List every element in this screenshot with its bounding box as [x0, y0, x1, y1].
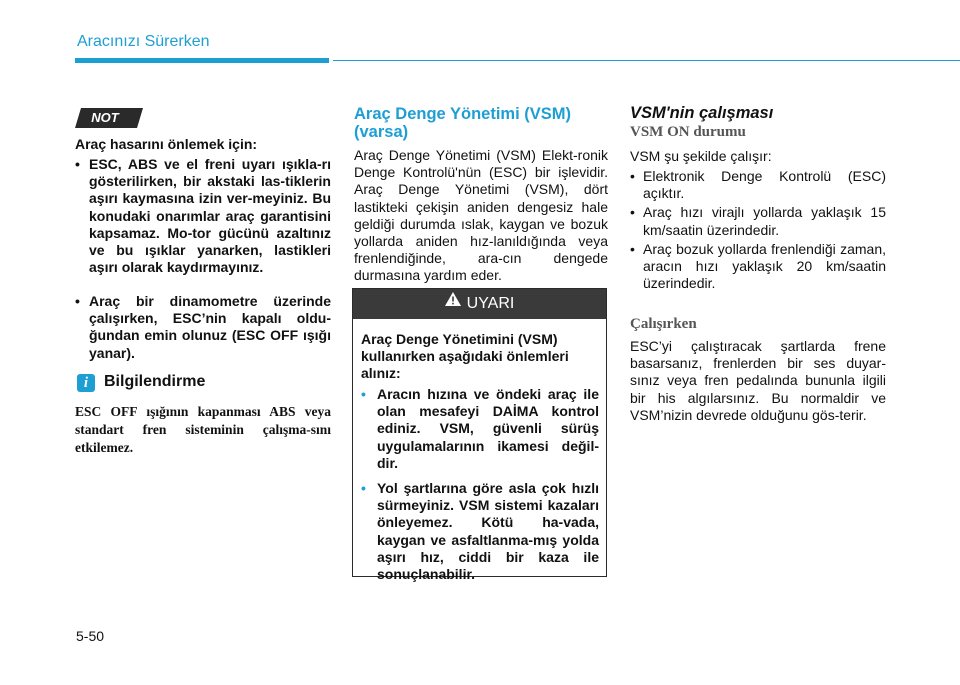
bullet-icon: •	[630, 168, 635, 184]
list-item: • Araç bir dinamometre üzerinde çalışırken, ESC’nin kapalı oldu-ğundan emin olunuz (ESC OFF ışığı yanar).	[75, 293, 331, 361]
note-badge-label: NOT	[91, 110, 119, 125]
warning-title: UYARI	[466, 295, 515, 312]
warning-intro: Araç Denge Yönetimini (VSM) kullanırken aşağıdaki önlemleri alınız:	[361, 331, 569, 382]
bullet-icon: •	[75, 156, 80, 172]
info-title: Bilgilendirme	[104, 373, 206, 390]
vsm-on-list	[630, 168, 886, 294]
bullet-icon: •	[361, 386, 366, 402]
vsm-section-body: Araç Denge Yönetimi (VSM) Elekt-ronik Denge Kontrolü'nün (ESC) bir işlevidir. Araç Denge Yönetimi (VSM), dört lastikteki çekişin aniden dengesiz hale geldiği durumda ıslak, kaygan ve bozuk yollarda aniden hız-lanıldığında veya frenlendiğinde, ara-cın dengede durmasına yardım eder.	[354, 147, 608, 284]
info-icon: i	[77, 374, 95, 392]
vsm-on-intro: VSM şu şekilde çalışır:	[630, 148, 772, 164]
list-item: • ESC, ABS ve el freni uyarı ışıkla-rı gösterilirken, bir akstaki las-tiklerin aşırı kaymasına izin ver-meyiniz. Bu konudaki onarımlar araç garantisini kapsamaz. Mo-tor gücünü azaltınız ve bu ışıklar yanarken, lastikleri aşırı olarak kaydırmayınız.	[75, 156, 331, 276]
header-rule	[333, 60, 960, 61]
list-item: • Araç hızı virajlı yollarda yaklaşık 15 km/saatin üzerindedir.	[630, 204, 886, 238]
list-item: • Yol şartlarına göre asla çok hızlı sürmeyiniz. VSM sistemi kazaları önleyemez. Kötü ha-vada, kaygan ve asfaltlanma-mış yolda aşırı hız, ciddi bir kaza ile sonuçlanabilir.	[361, 480, 599, 583]
vsm-on-heading: VSM ON durumu	[630, 124, 746, 140]
vsm-section-title: Araç Denge Yönetimi (VSM) (varsa)	[354, 105, 571, 141]
note-list	[75, 156, 331, 276]
list-item: • Araç bozuk yollarda frenlendiği zaman, aracın hızı yaklaşık 20 km/saatin üzerindedir.	[630, 240, 886, 292]
bullet-icon: •	[361, 480, 366, 497]
info-body: ESC OFF ışığının kapanması ABS veya standart fren sisteminin çalışma-sını etkilemez.	[75, 404, 331, 455]
header-accent-bar	[75, 58, 329, 63]
working-heading: Çalışırken	[630, 316, 697, 332]
warning-box	[352, 288, 607, 583]
bullet-icon: •	[75, 293, 80, 309]
list-item: • Aracın hızına ve öndeki araç ile olan mesafeyi DAİMA kontrol ediniz. VSM, güvenli sürüş uygulamalarının ikamesi değil-dir.	[361, 386, 599, 471]
operation-title: VSM'nin çalışması	[630, 104, 774, 122]
section-header-title: Aracınızı Sürerken	[77, 33, 210, 50]
page-number: 5-50	[76, 628, 105, 644]
warning-list	[361, 386, 599, 591]
bullet-icon: •	[630, 204, 635, 221]
note-list-2	[75, 293, 331, 362]
working-body: ESC’yi çalıştıracak şartlarda frene basarsanız, frenlerden bir ses duyar-sınız veya fren pedalında bununla ilgili bir his algılarsınız. Bu normaldir ve VSM’nizin devrede olduğunu gös-terir.	[630, 338, 886, 423]
warning-triangle-icon	[445, 287, 461, 317]
bullet-icon: •	[630, 240, 635, 257]
list-item: • Elektronik Denge Kontrolü (ESC) açıktır.	[630, 168, 886, 202]
note-heading: Araç hasarını önlemek için:	[75, 136, 258, 152]
warning-header	[353, 289, 606, 319]
note-badge	[75, 108, 143, 128]
